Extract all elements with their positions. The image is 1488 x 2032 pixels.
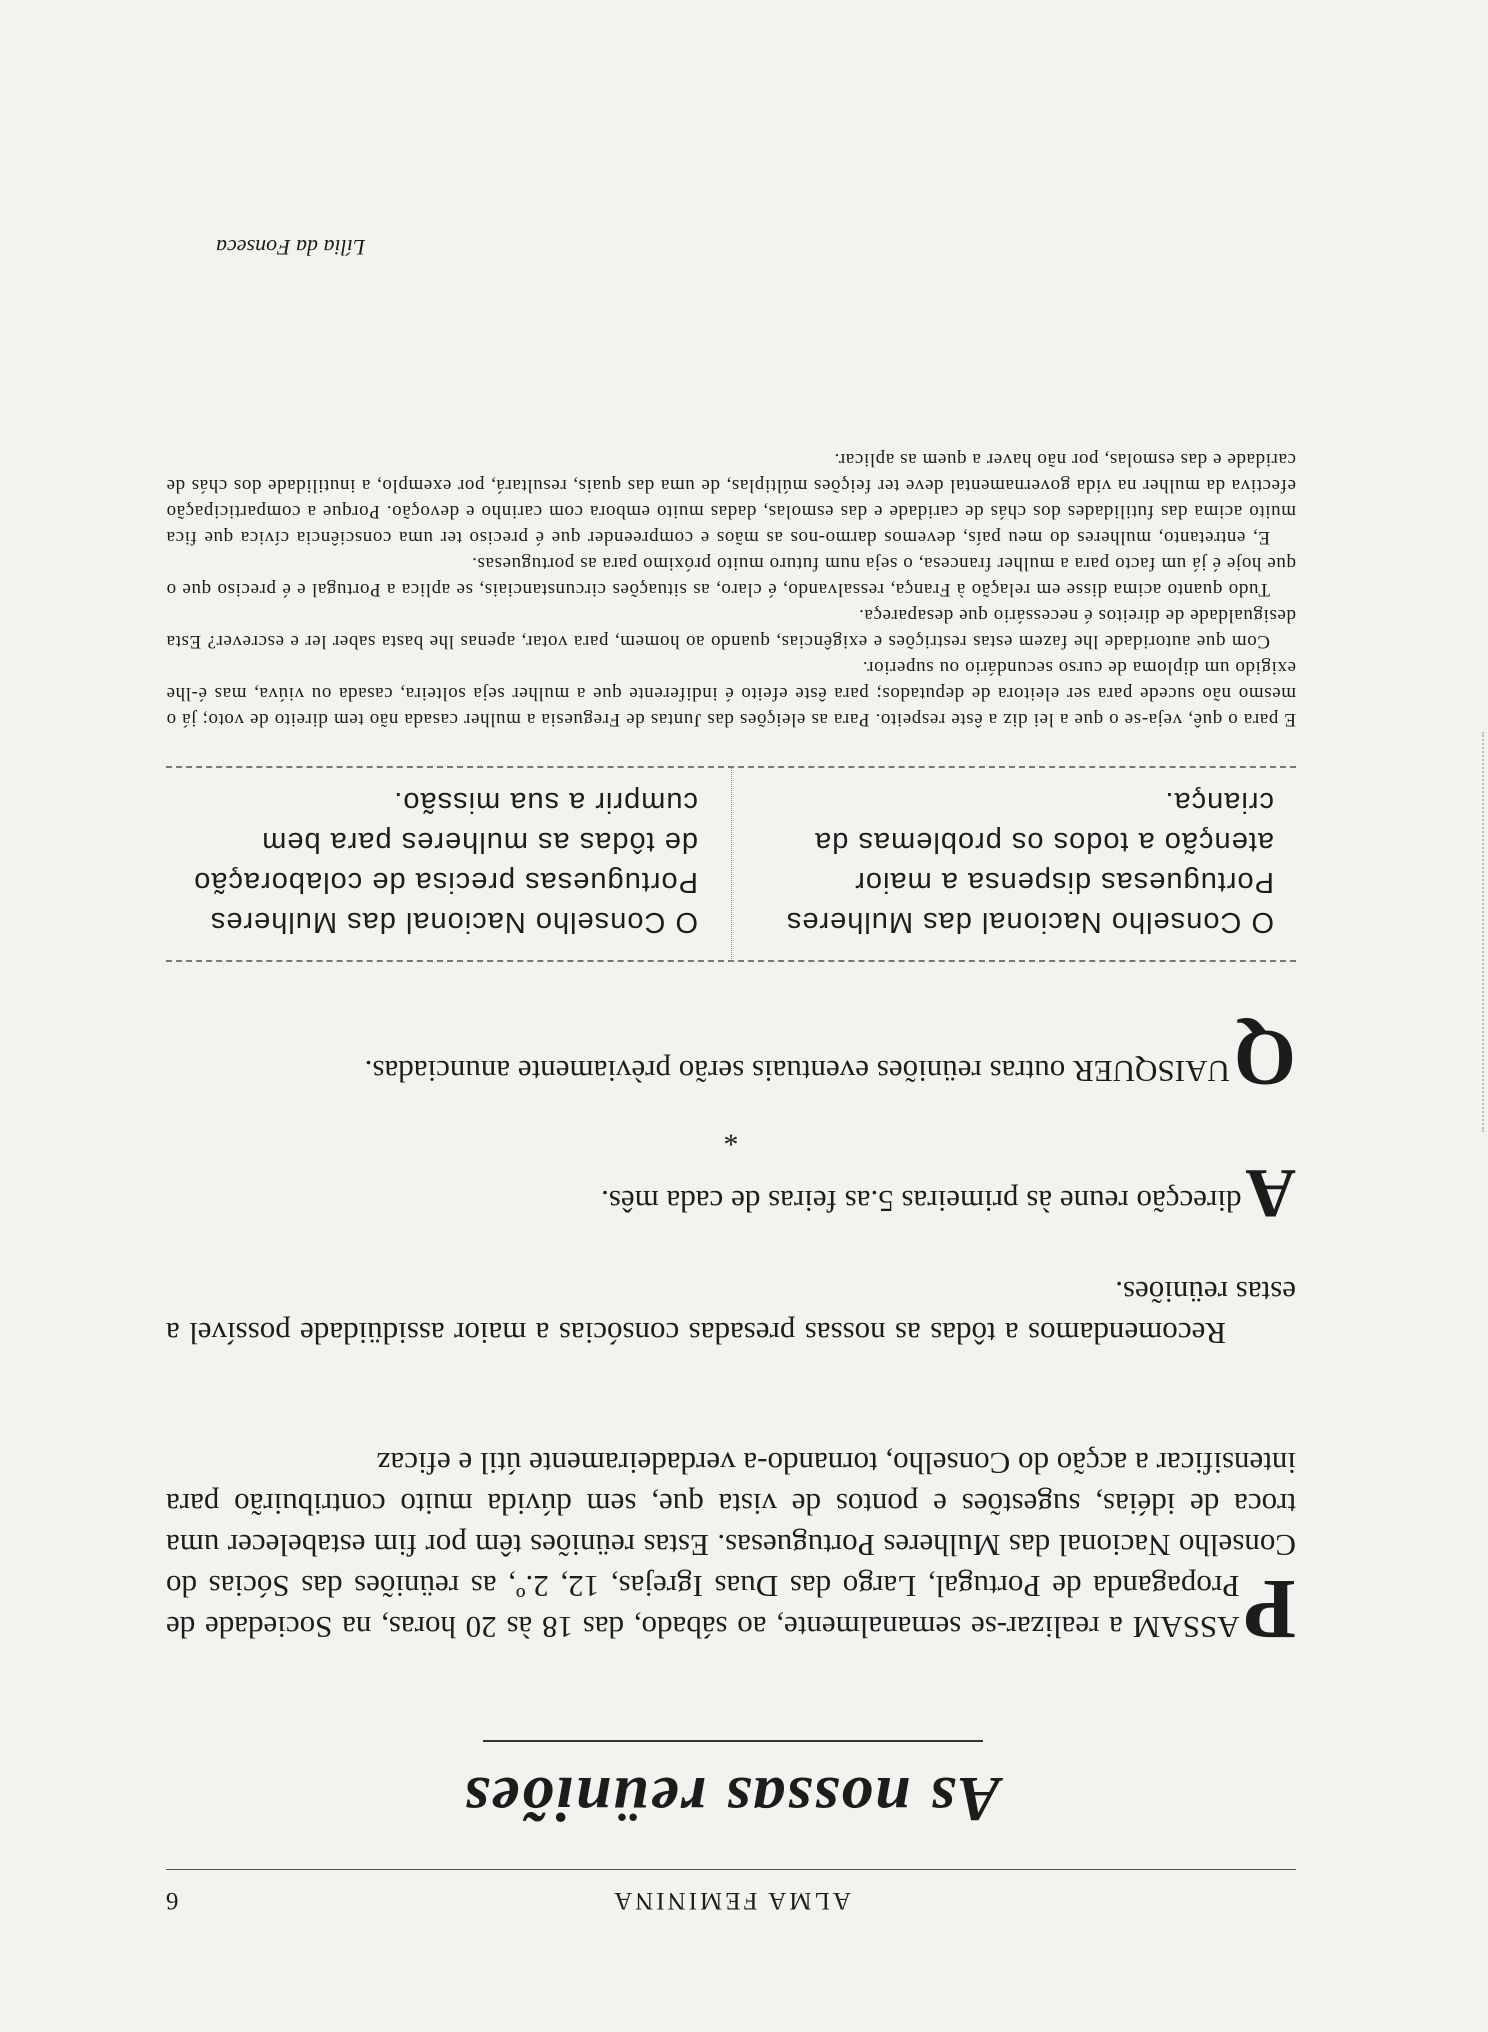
meetings-text: ASSAM a realizar-se semanalmente, ao sábado, das 18 às 20 horas, na Sociedade de Propaganda de Portugal, Largo das Duas Igrejas, 12, 2.º, as reüniões das Sócias do Conselho Nacional das Mulheres Portuguesas. Estas reüniões têm por fim estabelecer uma troca de idéias, sugestões e pontos de vista que, sem dúvida muito contribuirão para intensificar a acção do Conselho, tornando-a verdadeiramente útil e eficaz xyxy=(166,1446,1296,1645)
dropcap: P xyxy=(1243,1562,1296,1658)
scan-edge-mark xyxy=(1482,732,1484,1132)
article-paragraph: Com que autoridade lhe fazem estas restrições e exigências, quando ao homem, para votar, apenas lhe basta saber ler e escrever? Esta desigualdade de direitos é necessário que desapareça. xyxy=(166,605,1296,652)
notice-box xyxy=(166,766,1296,962)
direction-paragraph xyxy=(166,1154,1296,1231)
article-paragraph: E para o quê, veja-se o que a lei diz a êste respeito. Para as eleições das Juntas de Freguesia a mulher casada não tem direito de voto; já o mesmo não sucede para ser eleitora de deputados; para êste efeito é indiferente que a mulher seja solteira, casada ou viúva, mas é-lhe exigido um diploma de curso secundário ou superior. xyxy=(166,657,1296,730)
direction-text: direcção reune às primeiras 5.as feiras de cada mês. xyxy=(601,1184,1242,1219)
dropcap: A xyxy=(1245,1154,1296,1231)
article-paragraph: Tudo quanto acima disse em relação à França, ressalvando, é claro, as situações circunstanciais, se aplica a Portugal e é preciso que o que hoje é já um facto para a mulher francesa, o seja num futuro muito próximo para as portuguesas. xyxy=(166,553,1296,600)
page-title: As nossas reüniões xyxy=(462,1764,1000,1835)
notice-children: O Conselho Nacional das Mulheres Portuguesas dispensa a maior atenção a todos os problemas da criança. xyxy=(785,786,1274,938)
other-meetings-paragraph xyxy=(166,1013,1296,1101)
meetings-paragraph xyxy=(166,1443,1296,1658)
magazine-name: ALMA FEMININA xyxy=(611,1887,851,1914)
notice-divider xyxy=(731,766,732,962)
other-meetings-text: UAISQUER outras reüniões eventuais serão prèviamente anunciadas. xyxy=(364,1054,1230,1089)
article-paragraph: E, entretanto, mulheres do meu país, devemos darmo-nos as mãos e compreender que é preciso ter uma consciência cívica que fica muito acima das futilidades dos chás de caridade e das esmolas, dadas muito embora com carinho e devoção. Porque a comparticipação efectiva da mulher na vida governamental deve ter feições múltiplas, de uma das quais, resultará, por exemplo, a inutilidade dos chás de caridade e das esmolas, por não haver a quem as aplicar. xyxy=(166,449,1296,548)
notice-rule-bottom xyxy=(166,766,1296,768)
recommend-paragraph: Recomendamos a tôdas as nossas presadas consócias a maior assidüidade possível a estas reüniões. xyxy=(166,1275,1296,1351)
dropcap: Q xyxy=(1233,1013,1296,1101)
page-number: 6 xyxy=(166,1887,179,1914)
notice-collaboration: O Conselho Nacional das Mulheres Portuguesas precisa de colaboração de tôdas as mulheres para bem cumprir a sua missão. xyxy=(193,786,698,938)
section-separator: * xyxy=(723,1119,739,1152)
author-signature: Lília da Fonseca xyxy=(216,235,366,260)
header-rule xyxy=(166,1869,1296,1870)
article-body xyxy=(166,446,1296,732)
title-underline xyxy=(483,1740,983,1742)
page-header xyxy=(166,1878,1296,1918)
